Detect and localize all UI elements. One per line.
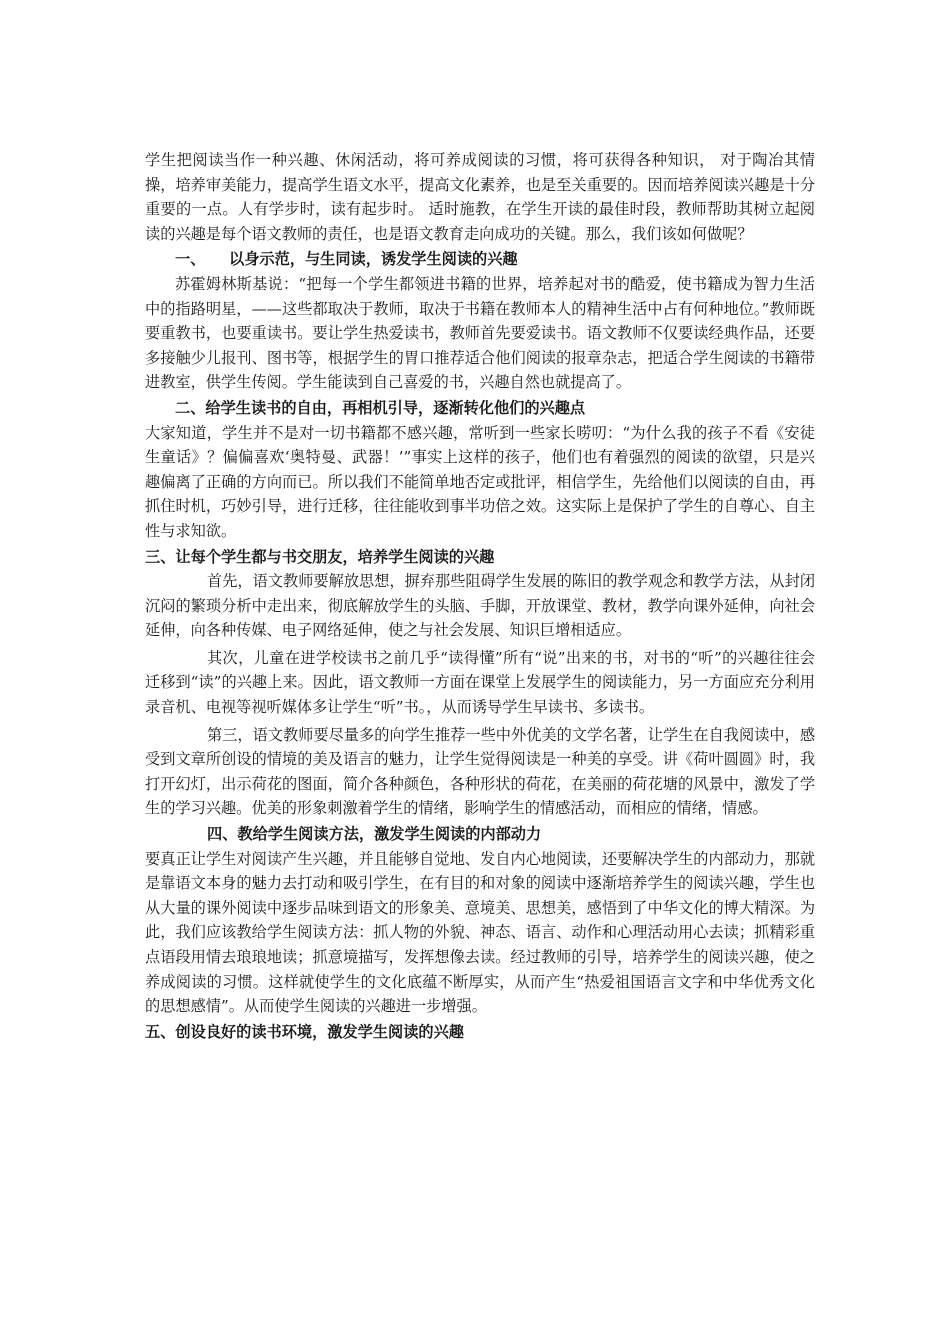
section-1-paragraph: 苏霍姆林斯基说：“把每一个学生都领进书籍的世界，培养起对书的酷爱，使书籍成为智力生活中的指路明星，——这些都取决于教师，取决于书籍在教师本人的精神生活中占有何种地位。”教师既要重教书，也要重读书。要让学生热爱读书，教师首先要爱读书。语文教师不仅要读经典作品，还要多接触少儿报刊、图书等，根据学生的胃口推荐适合他们阅读的报章杂志，把适合学生阅读的书籍带进教室，供学生传阅。学生能读到自己喜爱的书，兴趣自然也就提高了。 xyxy=(145,274,815,392)
intro-paragraph: 学生把阅读当作一种兴趣、休闲活动，将可养成阅读的习惯，将可获得各种知识， 对于陶冶其情操，培养审美能力，提高学生语文水平，提高文化素养，也是至关重要的。因而培养阅读兴趣是十分重要的一点。人有学步时，读有起步时。 适时施教，在学生开读的最佳时段，教师帮助其树立起阅读的兴趣是每个语文教师的责任，也是语文教育走向成功的关键。那么，我们该如何做呢？ xyxy=(145,151,815,243)
section-3-paragraph-2: 其次，儿童在进学校读书之前几乎“读得懂”所有“说”出来的书，对书的“听”的兴趣往往会迁移到“读”的兴趣上来。因此，语文教师一方面在课堂上发展学生的阅读能力，另一方面应充分利用录音机、电视等视听媒体多让学生“听”书。，从而诱导学生早读书、多读书。 xyxy=(145,648,815,717)
section-1-title: 以身示范，与生同读，诱发学生阅读的兴趣 xyxy=(229,250,518,269)
section-4-paragraph: 要真正让学生对阅读产生兴趣，并且能够自觉地、发自内心地阅读，还要解决学生的内部动力，那就是靠语文本身的魅力去打动和吸引学生，在有目的和对象的阅读中逐渐培养学生的阅读兴趣，学生也从大量的课外阅读中逐步品味到语文的形象美、意境美、思想美，感悟到了中华文化的博大精深。为此，我们应该教给学生阅读方法：抓人物的外貌、神态、语言、动作和心理活动用心去读；抓精彩重点语段用情去琅琅地读；抓意境描写，发挥想像去读。经过教师的引导，培养学生的阅读兴趣，使之养成阅读的习惯。这样就使学生的文化底蕴不断厚实，从而产生“热爱祖国语言文字和中华优秀文化的思想感情”。从而使学生阅读的兴趣进一步增强。 xyxy=(145,849,815,1016)
section-5-heading: 五、创设良好的读书环境，激发学生阅读的兴趣 xyxy=(145,1022,464,1041)
section-1-number: 一、 xyxy=(175,250,206,269)
section-3-paragraph-1: 首先，语文教师要解放思想，摒弃那些阻碍学生发展的陈旧的教学观念和教学方法，从封闭沉闷的繁琐分析中走出来，彻底解放学生的头脑、手脚，开放课堂、教材，教学向课外延伸，向社会延伸，向各种传媒、电子网络延伸，使之与社会发展、知识巨增相适应。 xyxy=(145,572,815,640)
section-3-paragraph-3: 第三，语文教师要尽量多的向学生推荐一些中外优美的文学名著，让学生在自我阅读中，感受到文章所创设的情境的美及语言的魅力，让学生觉得阅读是一种美的享受。讲《荷叶圆圆》时，我打开幻灯，出示荷花的图面，简介各种颜色，各种形状的荷花，在美丽的荷花塘的风景中，激发了学生的学习兴趣。优美的形象刺激着学生的情绪，影响学生的情感活动，而相应的情绪，情感。 xyxy=(145,725,815,818)
section-3-heading: 三、让每个学生都与书交朋友，培养学生阅读的兴趣 xyxy=(145,547,495,566)
section-2-paragraph: 大家知道，学生并不是对一切书籍都不感兴趣，常听到一些家长唠叨：“为什么我的孩子不看《安徒生童话》？偏偏喜欢‘奥特曼、武器！’”事实上这样的孩子，他们也有着强烈的阅读的欲望，只是兴趣偏离了正确的方向而已。所以我们不能简单地否定或批评，相信学生，先给他们以阅读的自由，再抓住时机，巧妙引导，进行迁移，往往能收到事半功倍之效。这实际上是保护了学生的自尊心、自主性与求知欲。 xyxy=(145,423,815,540)
section-2-heading: 二、给学生读书的自由，再相机引导，逐渐转化他们的兴趣点 xyxy=(175,398,586,417)
section-4-heading: 四、教给学生阅读方法，激发学生阅读的内部动力 xyxy=(207,825,542,844)
document-page xyxy=(145,148,815,1044)
section-1-heading xyxy=(145,247,815,272)
